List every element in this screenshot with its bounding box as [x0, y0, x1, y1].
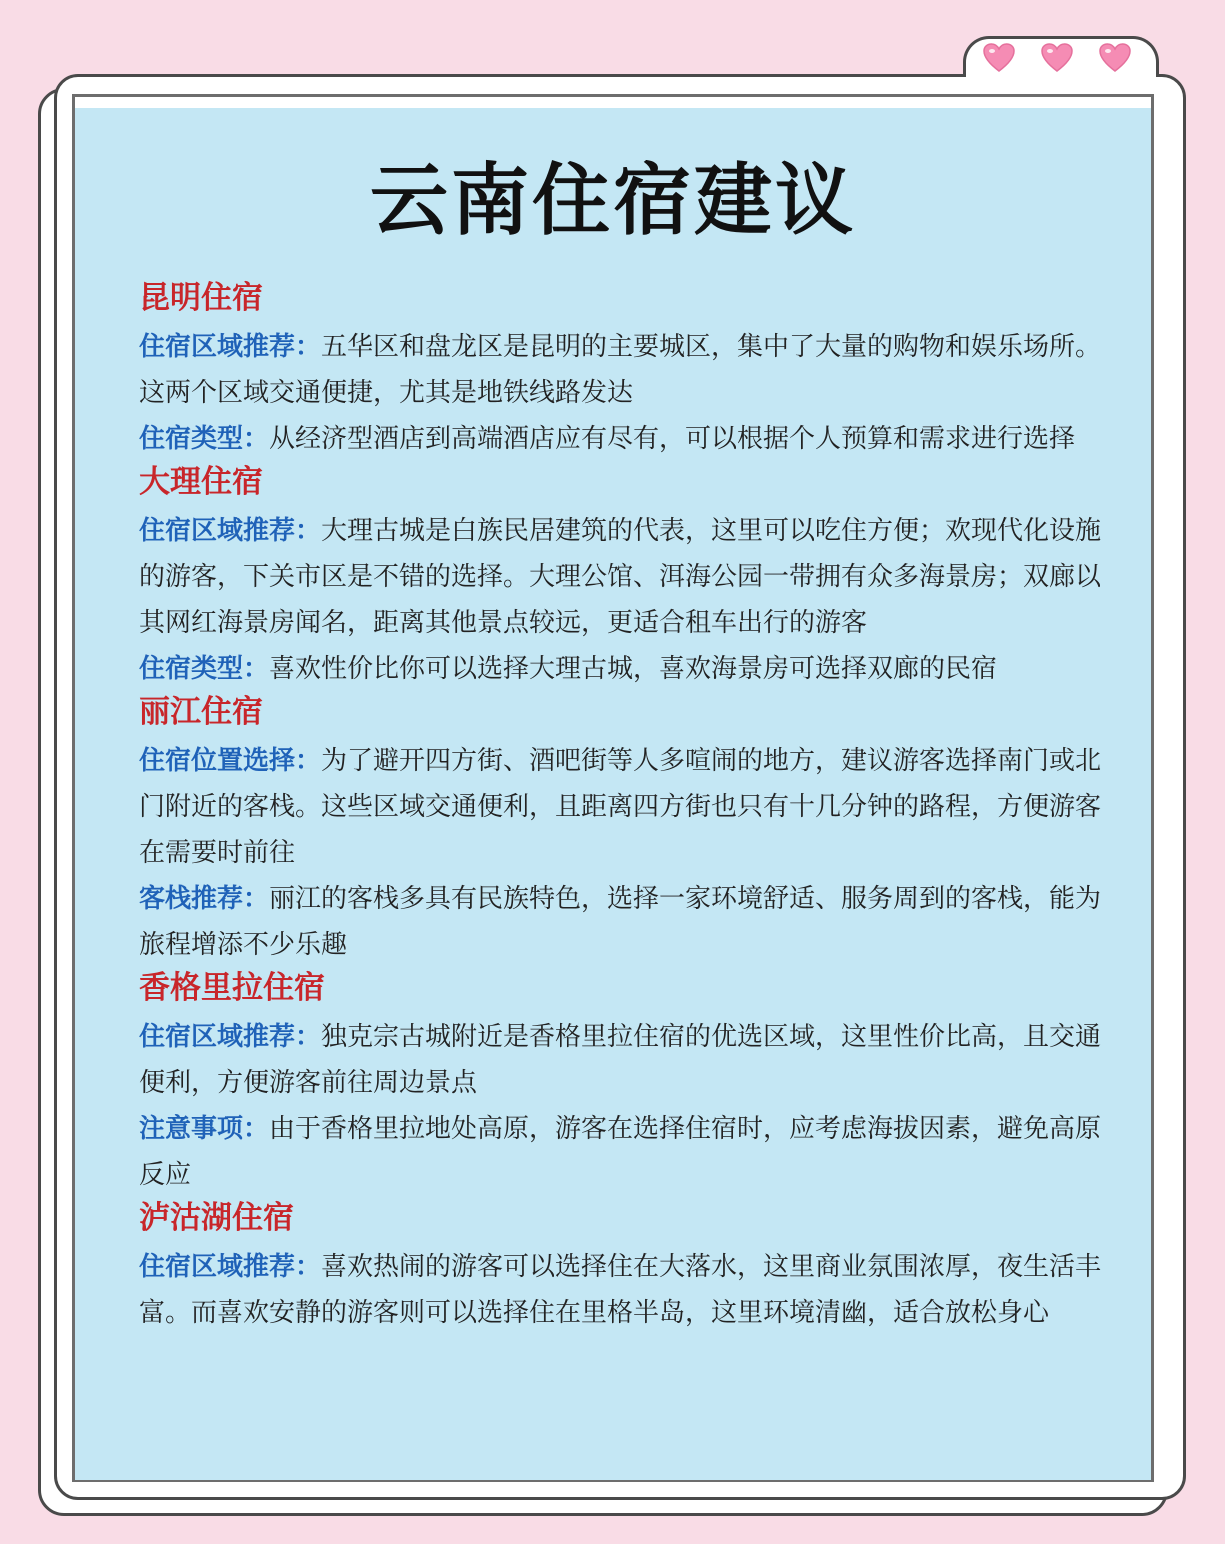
content-panel — [75, 108, 1151, 1480]
heart-icon — [982, 42, 1016, 74]
paragraph-label: 住宿区域推荐： — [139, 332, 322, 362]
paragraph-text: 喜欢性价比你可以选择大理古城，喜欢海景房可选择双廊的民宿 — [269, 654, 998, 684]
paragraph-text: 五华区和盘龙区是昆明的主要城区，集中了大量的购物和娱乐场所。这两个区域交通便捷，尤其是地铁线路发达 — [139, 332, 1102, 408]
heart-icon — [1098, 42, 1132, 74]
heart-decorations — [982, 42, 1132, 74]
section-shangri-la — [139, 968, 1109, 1198]
paragraph — [139, 876, 1109, 968]
paragraph — [139, 416, 1109, 462]
paragraph — [139, 324, 1109, 416]
page-title: 云南住宿建议 — [369, 155, 856, 246]
section-lijiang — [139, 692, 1109, 968]
paragraph-text: 喜欢热闹的游客可以选择住在大落水，这里商业氛围浓厚，夜生活丰富。而喜欢安静的游客则可以选择住在里格半岛，这里环境清幽，适合放松身心 — [139, 1252, 1102, 1328]
paragraph — [139, 646, 1109, 692]
paragraph — [139, 1244, 1109, 1336]
heart-icon — [1040, 42, 1074, 74]
paragraph — [139, 508, 1109, 646]
paragraph-label: 住宿类型： — [139, 654, 270, 684]
paragraph — [139, 1014, 1109, 1106]
section-kunming — [139, 278, 1109, 462]
paragraph-text: 由于香格里拉地处高原，游客在选择住宿时，应考虑海拔因素，避免高原反应 — [139, 1114, 1102, 1190]
paragraph-label: 客栈推荐： — [139, 884, 270, 914]
section-title: 丽江住宿 — [139, 694, 263, 730]
paragraph-label: 注意事项： — [139, 1114, 270, 1144]
paragraph-label: 住宿区域推荐： — [139, 1252, 322, 1282]
section-title: 香格里拉住宿 — [139, 970, 325, 1006]
paragraph-text: 大理古城是白族民居建筑的代表，这里可以吃住方便；欢现代化设施的游客，下关市区是不错的选择。大理公馆、洱海公园一带拥有众多海景房；双廊以其网红海景房闻名，距离其他景点较远，更适合租车出行的游客 — [139, 516, 1102, 638]
paragraph-text: 从经济型酒店到高端酒店应有尽有，可以根据个人预算和需求进行选择 — [269, 424, 1076, 454]
paragraph-text: 为了避开四方街、酒吧街等人多喧闹的地方，建议游客选择南门或北门附近的客栈。这些区域交通便利，且距离四方街也只有十几分钟的路程，方便游客在需要时前往 — [139, 746, 1102, 868]
section-lugu-lake — [139, 1198, 1109, 1336]
paragraph — [139, 1106, 1109, 1198]
paragraph-label: 住宿位置选择： — [139, 746, 322, 776]
paragraph-text: 独克宗古城附近是香格里拉住宿的优选区域，这里性价比高，且交通便利，方便游客前往周边景点 — [139, 1022, 1102, 1098]
section-title: 大理住宿 — [139, 464, 263, 500]
section-title: 昆明住宿 — [139, 280, 263, 316]
section-title: 泸沽湖住宿 — [139, 1200, 294, 1236]
paragraph — [139, 738, 1109, 876]
paragraph-label: 住宿区域推荐： — [139, 1022, 322, 1052]
section-dali — [139, 462, 1109, 692]
paragraph-text: 丽江的客栈多具有民族特色，选择一家环境舒适、服务周到的客栈，能为旅程增添不少乐趣 — [139, 884, 1102, 960]
article-body — [139, 278, 1109, 1336]
card-tab-join — [966, 74, 1156, 84]
paragraph-label: 住宿区域推荐： — [139, 516, 322, 546]
paragraph-label: 住宿类型： — [139, 424, 270, 454]
